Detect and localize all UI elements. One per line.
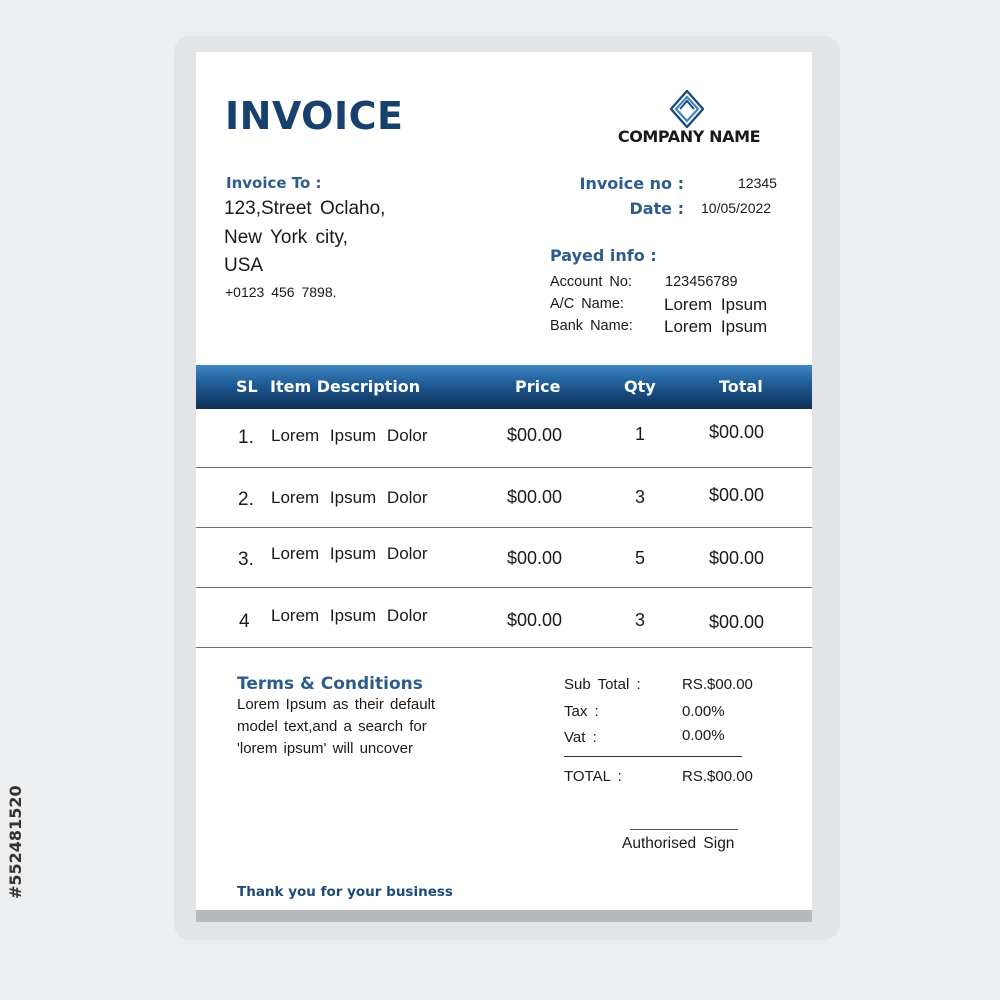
- grand-total-value: RS.$00.00: [682, 768, 753, 785]
- row-divider: [196, 587, 812, 588]
- date-value: 10/05/2022: [701, 200, 772, 216]
- diamond-chevron-logo-icon: [670, 90, 704, 128]
- tax-value: 0.00%: [682, 703, 725, 720]
- stock-id-label: #552481520: [6, 785, 25, 899]
- account-no-value: 123456789: [665, 274, 738, 290]
- invoice-page: [196, 52, 812, 922]
- bank-name-value: Lorem Ipsum: [664, 317, 768, 336]
- address-line: USA: [224, 255, 264, 276]
- date-label: Date :: [629, 199, 684, 218]
- row-4-qty: 3: [635, 610, 646, 630]
- row-1-price: $00.00: [507, 425, 563, 445]
- terms-line: Lorem Ipsum as their default: [237, 696, 436, 713]
- ac-name-value: Lorem Ipsum: [664, 295, 768, 314]
- row-divider: [196, 527, 812, 528]
- payed-info-label: Payed info :: [550, 246, 657, 265]
- header-item-description: Item Description: [270, 377, 421, 396]
- tax-label: Tax :: [564, 703, 599, 720]
- row-3-qty: 5: [635, 548, 646, 568]
- row-2-description: Lorem Ipsum Dolor: [271, 488, 428, 507]
- row-3-description: Lorem Ipsum Dolor: [271, 544, 428, 563]
- invoice-title: INVOICE: [225, 94, 404, 138]
- phone-number: +0123 456 7898.: [225, 284, 337, 300]
- header-sl: SL: [236, 377, 258, 396]
- row-1-description: Lorem Ipsum Dolor: [271, 426, 428, 445]
- row-divider: [196, 467, 812, 468]
- row-2-price: $00.00: [507, 487, 563, 507]
- row-1-total: $00.00: [709, 422, 765, 442]
- row-2-sl: 2.: [238, 489, 254, 510]
- row-3-sl: 3.: [238, 549, 254, 570]
- signature-line: [630, 829, 738, 830]
- terms-line: model text,and a search for: [237, 718, 427, 735]
- sub-total-value: RS.$00.00: [682, 676, 753, 693]
- row-2-qty: 3: [635, 487, 646, 507]
- invoice-no-label: Invoice no :: [579, 174, 684, 193]
- row-1-qty: 1: [635, 424, 646, 444]
- header-price: Price: [515, 377, 561, 396]
- address-line: New York city,: [224, 227, 348, 248]
- row-3-price: $00.00: [507, 548, 563, 568]
- company-name: COMPANY NAME: [617, 127, 761, 146]
- row-4-total: $00.00: [709, 612, 765, 632]
- thank-you-note: Thank you for your business: [237, 884, 453, 900]
- row-1-sl: 1.: [238, 427, 254, 448]
- page-bottom-bar: [196, 910, 812, 922]
- address-line: 123,Street Oclaho,: [224, 198, 386, 219]
- row-3-total: $00.00: [709, 548, 765, 568]
- totals-divider: [564, 756, 742, 757]
- terms-title: Terms & Conditions: [237, 674, 423, 694]
- vat-label: Vat :: [564, 729, 597, 746]
- grand-total-label: TOTAL :: [564, 768, 622, 785]
- items-table-header: [196, 365, 812, 409]
- vat-value: 0.00%: [682, 727, 725, 744]
- terms-line: 'lorem ipsum' will uncover: [237, 740, 413, 757]
- account-no-label: Account No:: [550, 274, 632, 290]
- row-4-sl: 4: [239, 611, 250, 632]
- signature-label: Authorised Sign: [622, 835, 735, 852]
- row-2-total: $00.00: [709, 485, 765, 505]
- row-divider: [196, 647, 812, 648]
- row-4-description: Lorem Ipsum Dolor: [271, 606, 428, 625]
- invoice-no-value: 12345: [738, 175, 777, 191]
- bank-name-label: Bank Name:: [550, 318, 633, 334]
- row-4-price: $00.00: [507, 610, 563, 630]
- ac-name-label: A/C Name:: [550, 296, 624, 312]
- header-qty: Qty: [624, 377, 656, 396]
- header-total: Total: [719, 377, 763, 396]
- invoice-to-label: Invoice To :: [226, 174, 322, 192]
- sub-total-label: Sub Total :: [564, 676, 641, 693]
